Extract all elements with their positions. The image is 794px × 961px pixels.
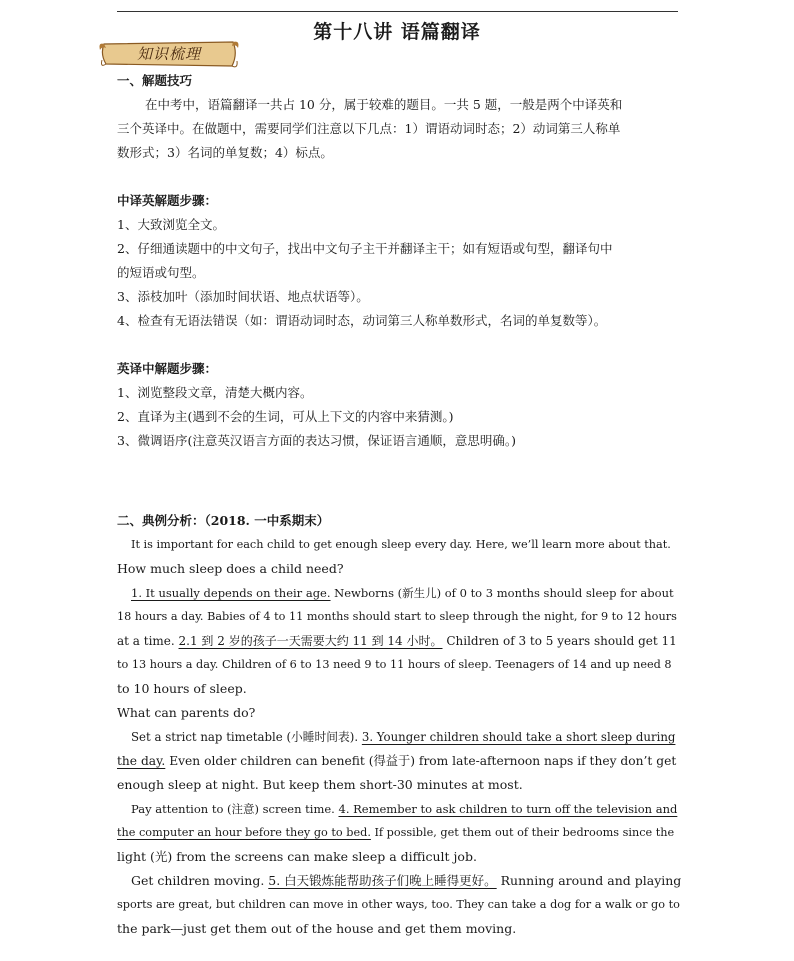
c2e-step: 的短语或句型。: [117, 265, 205, 280]
passage-line: Set a strict nap timetable (小睡时间表). 3. Younger children should take a short sleep during: [131, 730, 676, 744]
header-rule: [117, 11, 678, 12]
passage-line: How much sleep does a child need?: [117, 561, 344, 576]
s1-para-line: 三个英译中。在做题中，需要同学们注意以下几点：1）谓语动词时态；2）动词第三人称单: [117, 121, 621, 136]
section2-heading: 二、典例分析：（2018. 一中系期末）: [117, 513, 330, 528]
passage-line: Pay attention to (注意) screen time. 4. Remember to ask children to turn off the television and: [131, 802, 678, 816]
translation-q3-cont: the day.: [117, 754, 166, 768]
e2c-step: 1、浏览整段文章，清楚大概内容。: [117, 385, 313, 400]
passage-line: light (光) from the screens can make sleep a difficult job.: [117, 849, 477, 864]
knowledge-badge: [98, 38, 240, 70]
passage-line: enough sleep at night. But keep them short-30 minutes at most.: [117, 777, 523, 792]
passage-line: to 13 hours a day. Children of 6 to 13 need 9 to 11 hours of sleep. Teenagers of 14 and up need 8: [117, 658, 672, 671]
translation-q4: 4. Remember to ask children to turn off the television and: [338, 802, 678, 816]
c2e-step: 4、检查有无语法错误（如：谓语动词时态，动词第三人称单数形式，名词的单复数等）。: [117, 313, 607, 328]
section1-heading: 一、解题技巧: [117, 73, 193, 88]
passage-line: the park—just get them out of the house and get them moving.: [117, 921, 517, 936]
translation-q2: 2.1 到 2 岁的孩子一天需要大约 11 到 14 小时。: [178, 634, 443, 648]
passage-line: sports are great, but children can move in other ways, too. They can take a dog for a walk or go to: [117, 898, 680, 911]
passage-line: Get children moving. 5. 白天锻炼能帮助孩子们晚上睡得更好。 Running around and playing: [131, 873, 682, 888]
s1-para-line: 数形式；3）名词的单复数；4）标点。: [117, 145, 333, 160]
passage-line: It is important for each child to get enough sleep every day. Here, we’ll learn more about that.: [131, 538, 671, 551]
passage-line: What can parents do?: [117, 705, 256, 720]
passage-line: 18 hours a day. Babies of 4 to 11 months should start to sleep through the night, for 9 to 12 hours: [117, 610, 677, 623]
e2c-step: 2、直译为主(遇到不会的生词，可从上下文的内容中来猜测。): [117, 409, 454, 424]
translation-q1: 1. It usually depends on their age.: [131, 586, 331, 600]
passage-line: the computer an hour before they go to bed. If possible, get them out of their bedrooms since the: [117, 826, 675, 839]
translation-q5: 5. 白天锻炼能帮助孩子们晚上睡得更好。: [268, 873, 497, 888]
e2c-step: 3、微调语序(注意英汉语言方面的表达习惯，保证语言通顺，意思明确。): [117, 433, 516, 448]
e2c-heading: 英译中解题步骤：: [117, 361, 218, 376]
passage-line: the day. Even older children can benefit (得益于) from late-afternoon naps if they don’t get: [117, 754, 677, 768]
passage-line: 1. It usually depends on their age. Newborns (新生儿) of 0 to 3 months should sleep for about: [131, 586, 674, 600]
c2e-heading: 中译英解题步骤：: [117, 193, 218, 208]
page-title: 第十八讲 语篇翻译: [313, 21, 481, 43]
badge-label: 知识梳理: [136, 45, 201, 63]
passage-line: at a time. 2.1 到 2 岁的孩子一天需要大约 11 到 14 小时。 Children of 3 to 5 years should get 11: [117, 634, 677, 648]
c2e-step: 1、大致浏览全文。: [117, 217, 225, 232]
c2e-step: 3、添枝加叶（添加时间状语、地点状语等）。: [117, 289, 369, 304]
s1-para-line: 在中考中，语篇翻译一共占 10 分，属于较难的题目。一共 5 题，一般是两个中译英和: [145, 97, 623, 112]
translation-q3: 3. Younger children should take a short sleep during: [361, 730, 676, 744]
passage-line: to 10 hours of sleep.: [117, 681, 247, 696]
translation-q4-cont: the computer an hour before they go to bed.: [117, 826, 371, 839]
c2e-step: 2、仔细通读题中的中文句子，找出中文句子主干并翻译主干；如有短语或句型，翻译句中: [117, 241, 613, 256]
